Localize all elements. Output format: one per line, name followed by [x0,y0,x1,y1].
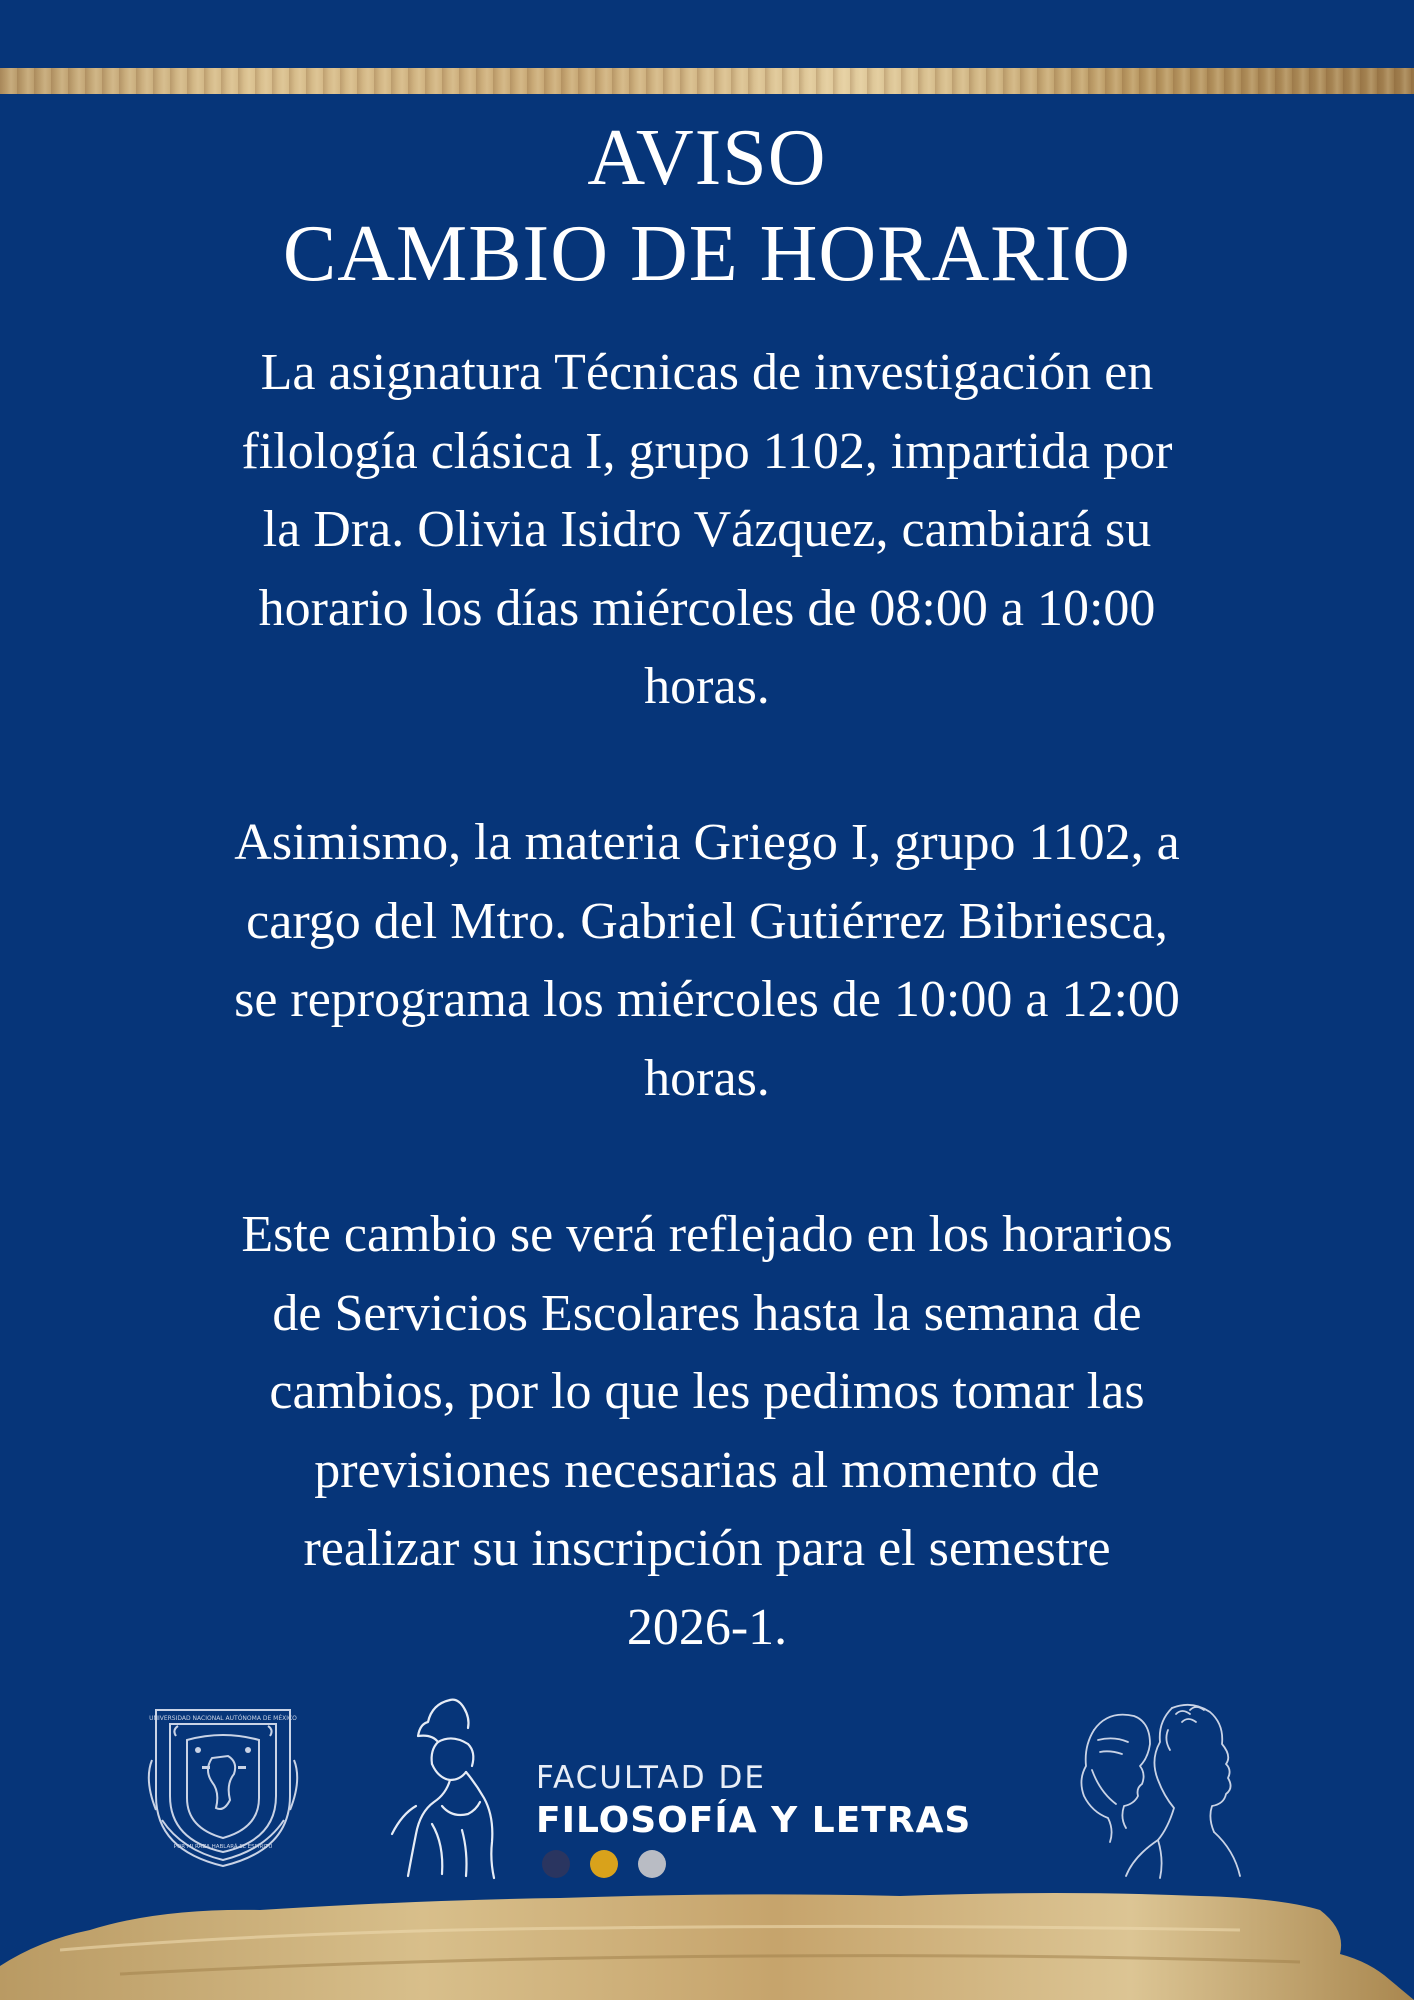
title-cambio-de-horario: CAMBIO DE HORARIO [282,210,1132,298]
paragraph-servicios-escolares: Este cambio se verá reflejado en los horarios de Servicios Escolares hasta la semana de cambios, por lo que les pedimos tomar las previsiones necesarias al momento de realizar su inscripción para el semestre 2026-1. [241,1206,1173,1656]
paragraph-griego: Asimismo, la materia Griego I, grupo 1102, a cargo del Mtro. Gabriel Gutiérrez Bibriesca, se reprograma los miércoles de 10:00 a 12:00 horas. [234,814,1180,1107]
athena-logo [372,1694,532,1884]
unam-seal-text: UNIVERSIDAD NACIONAL AUTÓNOMA DE MÉXICO [149,1715,297,1722]
unam-motto-text: POR MI RAZA HABLARÁ EL ESPÍRITU [173,1844,273,1850]
gold-brush-bottom [0,1870,1414,2000]
ffyl-filosofia-letras-text: FILOSOFÍA Y LETRAS [536,1800,972,1841]
ffyl-facultad-text: FACULTAD DE [536,1760,766,1796]
title-aviso: AVISO [587,114,827,202]
classical-faces-logo [1064,1700,1250,1880]
unam-seal-logo [142,1700,304,1872]
paragraph-tecnicas-investigacion: La asignatura Técnicas de investigación en filología clásica I, grupo 1102, impartida por la Dra. Olivia Isidro Vázquez, cambiará su horario los días miércoles de 08:00 a 10:00 horas. [241,344,1173,715]
gold-top-stripe [0,68,1414,94]
